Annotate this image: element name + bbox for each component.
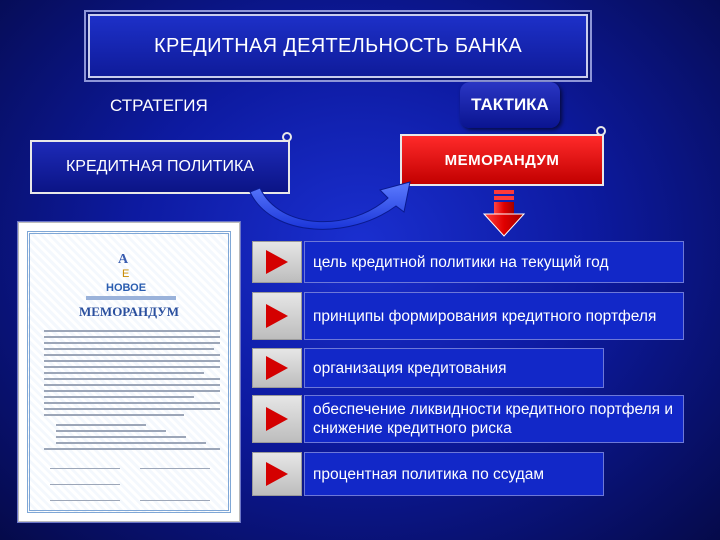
document-text-line: [44, 390, 220, 392]
play-arrow-icon: [266, 304, 288, 328]
document-text-line: [44, 396, 194, 398]
document-border: [27, 231, 231, 513]
signature-line: [140, 500, 210, 501]
signature-line: [50, 500, 120, 501]
document-text-line: [44, 342, 220, 344]
list-item: [252, 452, 686, 496]
document-text-line: [44, 378, 220, 380]
arrow-box: [252, 452, 302, 496]
list-item-text: организация кредитования: [304, 348, 604, 388]
list-item-text: принципы формирования кредитного портфеля: [304, 292, 684, 340]
play-arrow-icon: [266, 356, 288, 380]
document-text-line: [44, 414, 184, 416]
credit-policy-label: КРЕДИТНАЯ ПОЛИТИКА: [65, 158, 255, 175]
document-text-line: [44, 408, 220, 410]
arrow-box: [252, 395, 302, 443]
logo-letter: А: [118, 252, 129, 267]
play-arrow-icon: [266, 407, 288, 431]
document-text-line: [44, 448, 220, 450]
tactic-box: [460, 82, 560, 128]
document-text-line: [44, 354, 220, 356]
document-text-line: [44, 384, 220, 386]
tactic-label: ТАКТИКА: [471, 95, 549, 114]
list-item: [252, 292, 686, 340]
list-item: [252, 348, 686, 388]
play-arrow-icon: [266, 462, 288, 486]
memorandum-document-image: [18, 222, 240, 522]
down-arrow-icon: [482, 190, 526, 238]
arrow-box: [252, 292, 302, 340]
memorandum-banner: [400, 134, 604, 186]
scroll-curl-icon: [282, 132, 292, 142]
list-item-text: процентная политика по ссудам: [304, 452, 604, 496]
scroll-curl-icon: [596, 126, 606, 136]
document-text-line: [44, 330, 220, 332]
signature-line: [50, 468, 120, 469]
document-text-line: [56, 430, 166, 432]
logo-subtitle-bar: [86, 296, 176, 300]
signature-line: [140, 468, 210, 469]
arrow-box: [252, 241, 302, 283]
document-text-line: [44, 360, 220, 362]
document-heading: МЕМОРАНДУМ: [78, 304, 179, 319]
document-text-line: [56, 442, 206, 444]
memorandum-label: МЕМОРАНДУМ: [444, 151, 560, 169]
document-text-line: [56, 436, 186, 438]
logo-letter: Е: [122, 268, 130, 280]
list-item: [252, 395, 686, 443]
document-text-line: [44, 372, 204, 374]
page-title: КРЕДИТНАЯ ДЕЯТЕЛЬНОСТЬ БАНКА: [154, 34, 522, 57]
document-text-line: [44, 348, 214, 350]
curved-arrow-icon: [220, 168, 430, 238]
arrow-box: [252, 348, 302, 388]
play-arrow-icon: [266, 250, 288, 274]
list-item: [252, 241, 686, 283]
title-box: [88, 14, 588, 78]
logo-name: НОВОЕ: [106, 282, 147, 294]
list-item-text: обеспечение ликвидности кредитного портфеля и снижение кредитного риска: [304, 395, 684, 443]
document-text-line: [44, 366, 220, 368]
signature-line: [50, 484, 120, 485]
document-text-line: [44, 336, 220, 338]
list-item-text: цель кредитной политики на текущий год: [304, 241, 684, 283]
document-text-line: [44, 402, 220, 404]
document-text-line: [56, 424, 146, 426]
strategy-label: СТРАТЕГИЯ: [110, 96, 208, 115]
